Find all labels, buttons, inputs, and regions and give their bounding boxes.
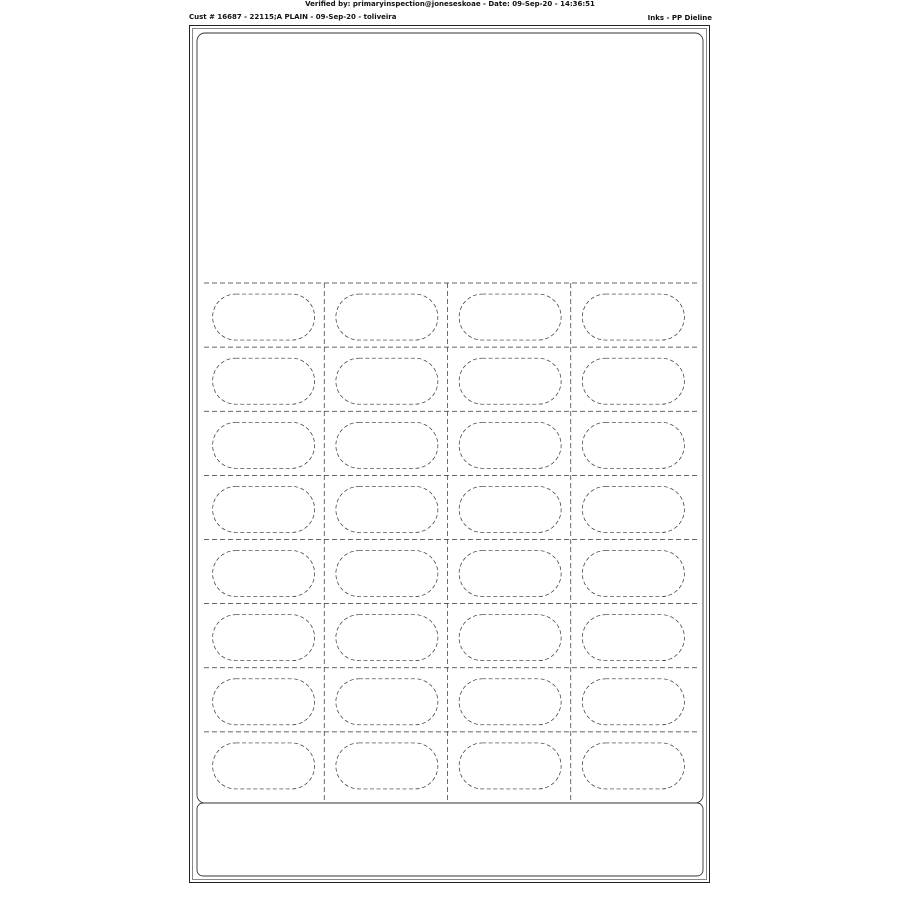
label-cutout-r0-c0 xyxy=(213,294,315,340)
inks-line: Inks - PP Dieline xyxy=(647,14,712,22)
bottom-panel-outline xyxy=(197,803,703,876)
label-cutout-r3-c0 xyxy=(213,486,315,532)
label-cutout-r1-c2 xyxy=(459,358,561,404)
label-cutout-r7-c0 xyxy=(213,743,315,789)
label-cutouts xyxy=(213,294,685,789)
label-cutout-r3-c2 xyxy=(459,486,561,532)
label-cutout-r4-c2 xyxy=(459,551,561,597)
label-cutout-r2-c0 xyxy=(213,422,315,468)
perforation-grid xyxy=(204,283,697,800)
label-cutout-r4-c3 xyxy=(582,551,684,597)
label-cutout-r7-c2 xyxy=(459,743,561,789)
label-cutout-r5-c3 xyxy=(582,615,684,661)
label-cutout-r2-c1 xyxy=(336,422,438,468)
label-cutout-r1-c0 xyxy=(213,358,315,404)
label-cutout-r7-c1 xyxy=(336,743,438,789)
label-cutout-r3-c3 xyxy=(582,486,684,532)
label-cutout-r1-c3 xyxy=(582,358,684,404)
label-cutout-r6-c2 xyxy=(459,679,561,725)
card-outline xyxy=(197,33,703,803)
label-cutout-r7-c3 xyxy=(582,743,684,789)
label-cutout-r5-c1 xyxy=(336,615,438,661)
label-cutout-r1-c1 xyxy=(336,358,438,404)
label-cutout-r6-c0 xyxy=(213,679,315,725)
label-cutout-r6-c1 xyxy=(336,679,438,725)
label-cutout-r0-c1 xyxy=(336,294,438,340)
label-cutout-r4-c0 xyxy=(213,551,315,597)
label-cutout-r5-c0 xyxy=(213,615,315,661)
label-cutout-r6-c3 xyxy=(582,679,684,725)
label-cutout-r2-c3 xyxy=(582,422,684,468)
customer-job-line: Cust # 16687 - 22115;A PLAIN - 09-Sep-20 - toliveira xyxy=(189,13,397,21)
label-cutout-r5-c2 xyxy=(459,615,561,661)
verified-by-line: Verified by: primaryinspection@joneseskoae - Date: 09-Sep-20 - 14:36:51 xyxy=(305,0,595,8)
label-cutout-r0-c3 xyxy=(582,294,684,340)
label-cutout-r4-c1 xyxy=(336,551,438,597)
label-cutout-r0-c2 xyxy=(459,294,561,340)
label-cutout-r2-c2 xyxy=(459,422,561,468)
label-cutout-r3-c1 xyxy=(336,486,438,532)
